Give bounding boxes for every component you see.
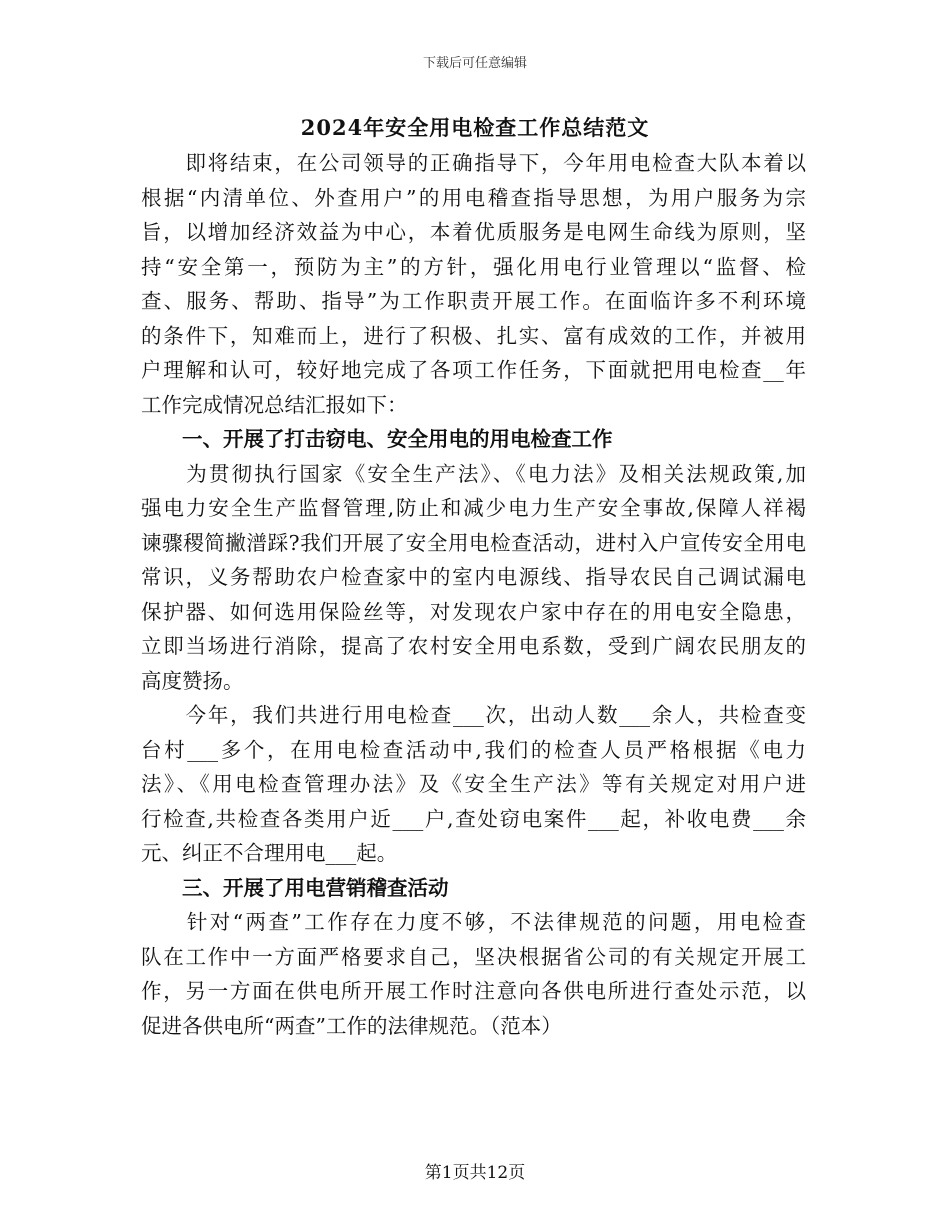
text-line: 工作完成情况总结汇报如下： [141,392,408,417]
text-line: 户理解和认可，较好地完成了各项工作任务，下面就把用电检查__年 [141,358,806,382]
document-body [141,146,806,1043]
text-line: 台村___多个，在用电检查活动中,我们的检查人员严格根据《电力 [141,737,806,762]
text-line: 队在工作中一方面严格要求自己，坚决根据省公司的有关规定开展工 [141,944,806,969]
page-footer: 第1页共12页 [424,1163,526,1183]
text-line: 促进各供电所“两查”工作的法律规范。（范本） [141,1013,562,1038]
text-line: 的条件下，知难而上，进行了积极、扎实、富有成效的工作，并被用 [141,323,806,348]
text-line: 作，另一方面在供电所开展工作时注意向各供电所进行查处示范，以 [141,979,806,1003]
text-line: 旨，以增加经济效益为中心，本着优质服务是电网生命线为原则，坚 [141,220,806,244]
text-line: 今年，我们共进行用电检查___次，出动人数___余人，共检查变 [141,703,806,727]
text-line: 为贯彻执行国家《安全生产法》、《电力法》及相关法规政策,加 [141,461,806,486]
text-line: 查、服务、帮助、指导”为工作职责开展工作。在面临许多不利环境 [141,289,806,313]
section-heading: 一、开展了打击窃电、安全用电的用电检查工作 [141,427,613,451]
text-line: 持“安全第一，预防为主”的方针，强化用电行业管理以“监督、检 [141,254,806,279]
text-line: 根据“内清单位、外查用户”的用电稽查指导思想，为用户服务为宗 [141,185,806,210]
text-line: 强电力安全生产监督管理,防止和减少电力生产安全事故,保障人祥褐 [141,496,806,520]
text-line: 立即当场进行消除，提高了农村安全用电系数，受到广阔农民朋友的 [141,634,806,658]
text-line: 针对“两查”工作存在力度不够，不法律规范的问题，用电检查 [141,910,806,934]
text-line: 保护器、如何选用保险丝等，对发现农户家中存在的用电安全隐患， [141,599,806,624]
document-title: 2024年安全用电检查工作总结范文 [300,115,650,140]
text-line: 即将结束，在公司领导的正确指导下，今年用电检查大队本着以 [141,151,806,175]
text-line: 谏骤稷简撇潽踩?我们开展了安全用电检查活动，进村入户宣传安全用电 [141,530,806,555]
text-line: 行检查,共检查各类用户近___户,查处窃电案件___起，补收电费___余 [141,806,806,831]
page-header: 下载后可任意编辑 [422,56,527,71]
text-line: 法》、《用电检查管理办法》及《安全生产法》等有关规定对用户进 [141,772,806,796]
text-line: 元、纠正不合理用电___起。 [141,841,398,865]
text-line: 常识，义务帮助农户检查家中的室内电源线、指导农民自己调试漏电 [141,565,806,589]
text-line: 高度赞扬。 [141,668,244,693]
section-heading: 三、开展了用电营销稽查活动 [141,875,449,900]
